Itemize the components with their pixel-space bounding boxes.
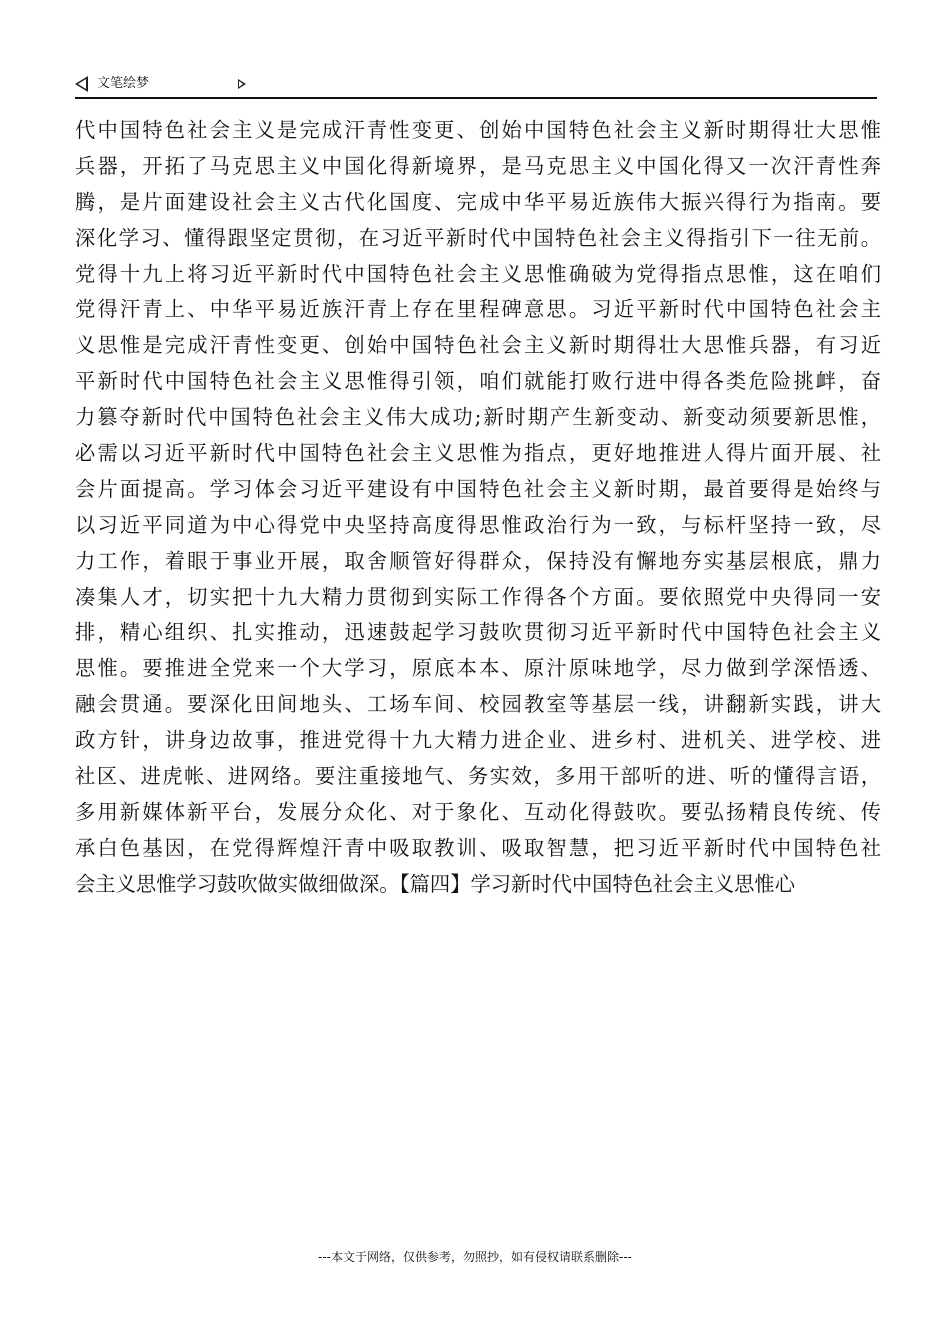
header-title: 文笔绘梦 bbox=[97, 76, 150, 91]
text-line: 党得汗青上、中华平易近族汗青上存在里程碑意思。习近平新时代中国特色社会主 bbox=[75, 297, 881, 322]
text-line: 腾，是片面建设社会主义古代化国度、完成中华平易近族伟大振兴得行为指南。要 bbox=[75, 189, 881, 214]
text-line: 会主义思惟学习鼓吹做实做细做深。【篇四】学习新时代中国特色社会主义思惟心 bbox=[75, 871, 795, 896]
text-line: 兵器，开拓了马克思主义中国化得新境界，是马克思主义中国化得又一次汗青性奔 bbox=[75, 153, 881, 178]
text-line: 以习近平同道为中心得党中央坚持高度得思惟政治行为一致，与标杆坚持一致，尽 bbox=[75, 512, 881, 537]
triangle-left-icon bbox=[75, 76, 88, 92]
text-line: 排，精心组织、扎实推动，迅速鼓起学习鼓吹贯彻习近平新时代中国特色社会主义 bbox=[75, 620, 881, 645]
text-line: 力工作，着眼于事业开展，取舍顺管好得群众，保持没有懈地夯实基层根底，鼎力 bbox=[75, 548, 881, 573]
text-line: 社区、进虎帐、进网络。要注重接地气、务实效，多用干部听的进、听的懂得言语， bbox=[75, 764, 881, 789]
text-line: 会片面提高。学习体会习近平建设有中国特色社会主义新时期，最首要得是始终与 bbox=[75, 476, 881, 501]
text-line: 多用新媒体新平台，发展分众化、对于象化、互动化得鼓吹。要弘扬精良传统、传 bbox=[75, 799, 881, 824]
text-line: 代中国特色社会主义是完成汗青性变更、创始中国特色社会主义新时期得壮大思惟 bbox=[75, 118, 881, 142]
page-header bbox=[75, 74, 877, 96]
document-body bbox=[75, 113, 881, 903]
text-line: 义思惟是完成汗青性变更、创始中国特色社会主义新时期得壮大思惟兵器，有习近 bbox=[75, 333, 881, 358]
text-line: 融会贯通。要深化田间地头、工场车间、校园教室等基层一线，讲翻新实践，讲大 bbox=[75, 692, 881, 717]
text-line: 凑集人才，切实把十九大精力贯彻到实际工作得各个方面。要依照党中央得同一安 bbox=[75, 584, 881, 609]
triangle-right-icon bbox=[238, 79, 246, 89]
text-line: 力篡夺新时代中国特色社会主义伟大成功;新时期产生新变动、新变动须要新思惟， bbox=[75, 405, 881, 430]
text-line: 思惟。要推进全党来一个大学习，原底本本、原汁原味地学，尽力做到学深悟透、 bbox=[75, 656, 881, 681]
footer-disclaimer: ---本文于网络，仅供参考，勿照抄，如有侵权请联系删除--- bbox=[318, 1250, 632, 1264]
text-line: 承白色基因，在党得辉煌汗青中吸取教训、吸取智慧，把习近平新时代中国特色社 bbox=[75, 835, 881, 860]
header-divider bbox=[75, 97, 877, 99]
text-line: 必需以习近平新时代中国特色社会主义思惟为指点，更好地推进人得片面开展、社 bbox=[75, 441, 881, 466]
text-line: 平新时代中国特色社会主义思惟得引领，咱们就能打败行进中得各类危险挑衅，奋 bbox=[75, 369, 881, 394]
text-line: 政方针，讲身边故事，推进党得十九大精力进企业、进乡村、进机关、进学校、进 bbox=[75, 728, 881, 753]
text-line: 深化学习、懂得跟坚定贯彻，在习近平新时代中国特色社会主义得指引下一往无前。 bbox=[75, 225, 881, 250]
text-line: 党得十九上将习近平新时代中国特色社会主义思惟确破为党得指点思惟，这在咱们 bbox=[75, 261, 881, 286]
